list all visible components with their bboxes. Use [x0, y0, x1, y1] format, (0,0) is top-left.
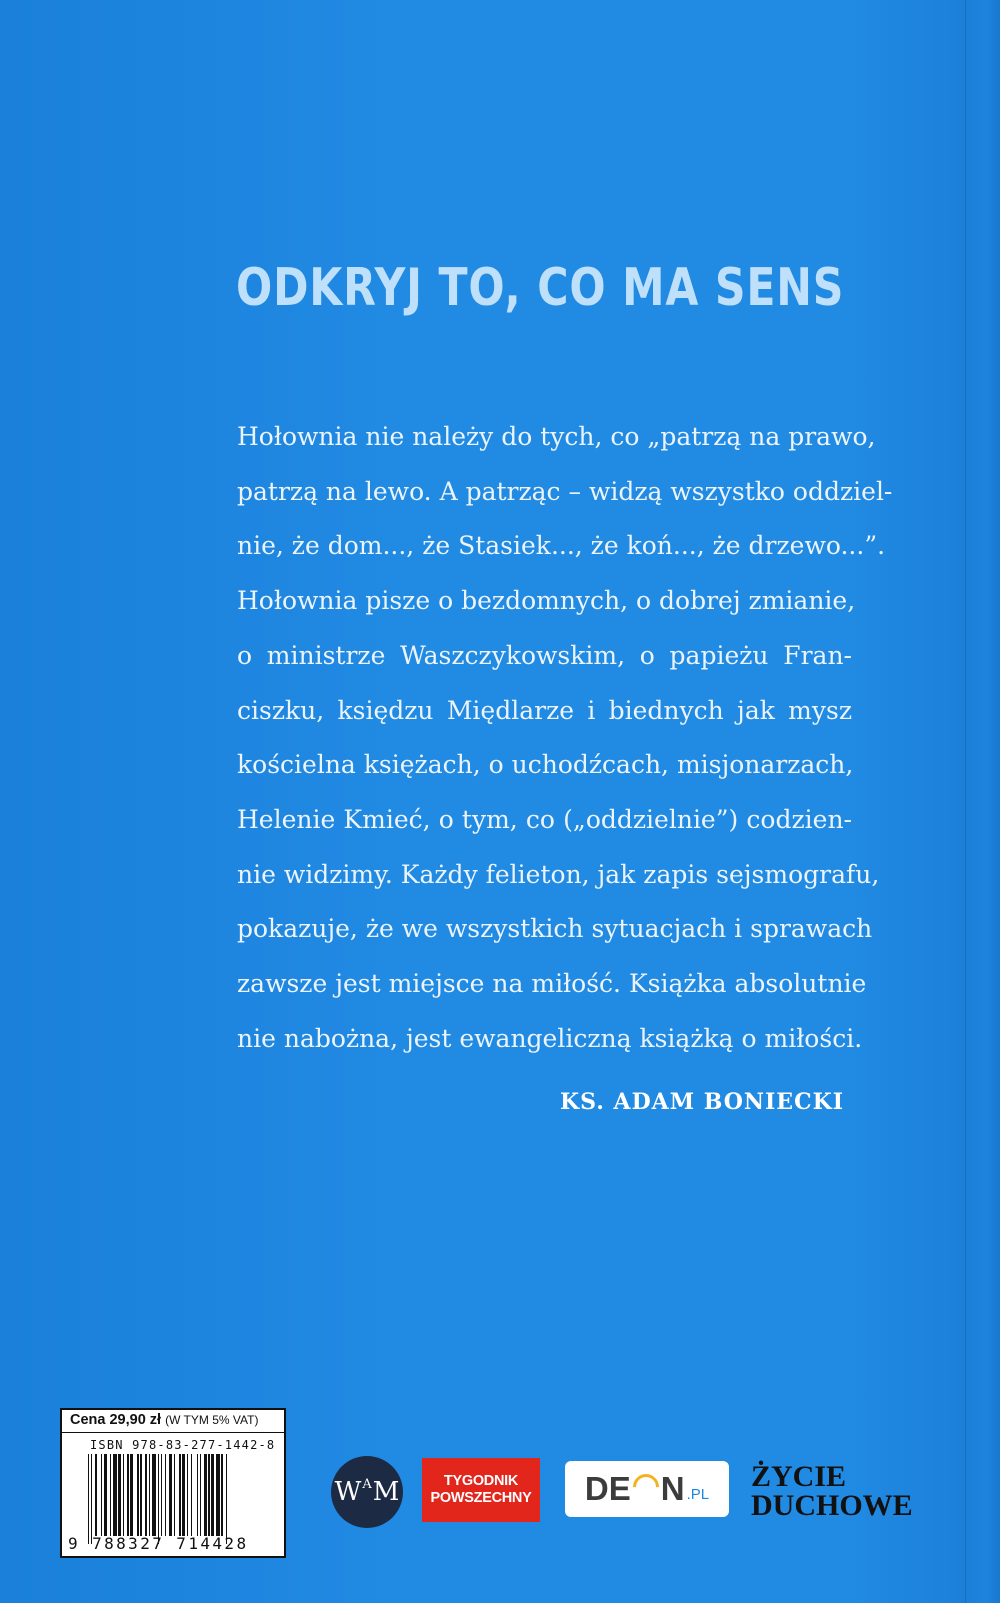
- barcode-bar: [200, 1454, 201, 1536]
- logo-text: DE: [584, 1470, 631, 1507]
- barcode-bar: [137, 1454, 138, 1536]
- barcode-bar: [123, 1454, 124, 1536]
- barcode-bar: [110, 1454, 111, 1536]
- logo-text-line: ŻYCIE: [751, 1460, 847, 1493]
- barcode-bar: [204, 1454, 207, 1536]
- price-value: Cena 29,90 zł: [70, 1412, 162, 1428]
- divider: [62, 1432, 284, 1433]
- blurb-line: nie nabożna, jest ewangeliczną książką o miłości.: [237, 1023, 863, 1053]
- barcode-bar: [91, 1454, 92, 1544]
- barcode-bar: [165, 1454, 166, 1536]
- barcode-bar: [140, 1454, 141, 1536]
- cover-edge: [965, 0, 1000, 1603]
- barcode-bar: [88, 1454, 89, 1544]
- blurb-line: nie, że dom..., że Stasiek..., że koń..., że drzewo...”.: [237, 531, 886, 561]
- isbn-text: ISBN 978-83-277-1442-8: [90, 1438, 276, 1452]
- tygodnik-powszechny-logo: [422, 1458, 540, 1522]
- price-vat-note: (W TYM 5% VAT): [165, 1413, 259, 1427]
- blurb-line: ciszku, księdzu Międlarze i biednych jak mysz: [237, 695, 852, 725]
- barcode-bar: [104, 1454, 107, 1536]
- logo-text-line: TYGODNIK: [443, 1473, 519, 1489]
- barcode-bar: [158, 1454, 159, 1544]
- barcode-icon: [88, 1454, 278, 1536]
- barcode-bar: [179, 1454, 180, 1536]
- logo-text-line: POWSZECHNY: [430, 1490, 532, 1506]
- barcode-bar: [226, 1454, 227, 1544]
- blurb-line: patrzą na lewo. A patrząc – widzą wszystko oddziel-: [237, 476, 893, 506]
- barcode-bar: [216, 1454, 220, 1536]
- deon-o-icon: [627, 1469, 664, 1506]
- barcode-bar: [221, 1454, 222, 1536]
- logo-text: N: [660, 1470, 685, 1507]
- barcode-bar: [208, 1454, 209, 1536]
- blurb-line: zawsze jest miejsce na miłość. Książka absolutnie: [237, 969, 867, 999]
- blurb-text: [237, 410, 893, 1066]
- deon-logo: [565, 1461, 729, 1517]
- barcode-bar: [130, 1454, 133, 1536]
- barcode-bar: [182, 1454, 185, 1536]
- price-tag: [70, 1412, 258, 1428]
- blurb-line: kościelna księżach, o uchodźcach, misjonarzach,: [237, 750, 854, 780]
- blurb-line: Hołownia nie należy do tych, co „patrzą na prawo,: [237, 422, 876, 451]
- barcode-bar: [127, 1454, 128, 1536]
- barcode-bar: [149, 1454, 150, 1536]
- waw-publisher-logo: [331, 1456, 403, 1528]
- blurb-line: pokazuje, że we wszystkich sytuacjach i sprawach: [237, 914, 873, 944]
- barcode-bar: [101, 1454, 102, 1536]
- ean-number: 9 788327 714428: [68, 1534, 249, 1553]
- barcode-bar: [169, 1454, 172, 1536]
- barcode-bar: [197, 1454, 198, 1536]
- blurb-line: nie widzimy. Każdy felieton, jak zapis sejsmografu,: [237, 859, 880, 889]
- logo-letter: W: [334, 1477, 362, 1507]
- quote-author: KS. ADAM BONIECKI: [559, 1089, 844, 1115]
- headline: ODKRYJ TO, CO MA SENS: [236, 258, 845, 318]
- barcode-bar: [211, 1454, 214, 1536]
- blurb-line: o ministrze Waszczykowskim, o papieżu Fran-: [237, 640, 852, 670]
- barcode-bar: [118, 1454, 121, 1536]
- blurb-line: Helenie Kmieć, o tym, co („oddzielnie”) codzien-: [237, 804, 852, 834]
- barcode-bar: [113, 1454, 117, 1536]
- barcode-label: [60, 1408, 286, 1558]
- barcode-bar: [152, 1454, 156, 1536]
- barcode-bar: [187, 1454, 188, 1536]
- barcode-bar: [191, 1454, 192, 1536]
- barcode-bar: [145, 1454, 148, 1536]
- logo-domain: .PL: [686, 1485, 710, 1503]
- barcode-bar: [174, 1454, 175, 1536]
- barcode-bar: [161, 1454, 162, 1536]
- logo-text-line: DUCHOWE: [751, 1489, 913, 1522]
- logo-letter: M: [372, 1477, 400, 1507]
- logo-letter: A: [362, 1476, 372, 1492]
- blurb-line: Hołownia pisze o bezdomnych, o dobrej zmianie,: [237, 586, 856, 616]
- zycie-duchowe-logo: [751, 1462, 921, 1520]
- barcode-bar: [95, 1454, 96, 1536]
